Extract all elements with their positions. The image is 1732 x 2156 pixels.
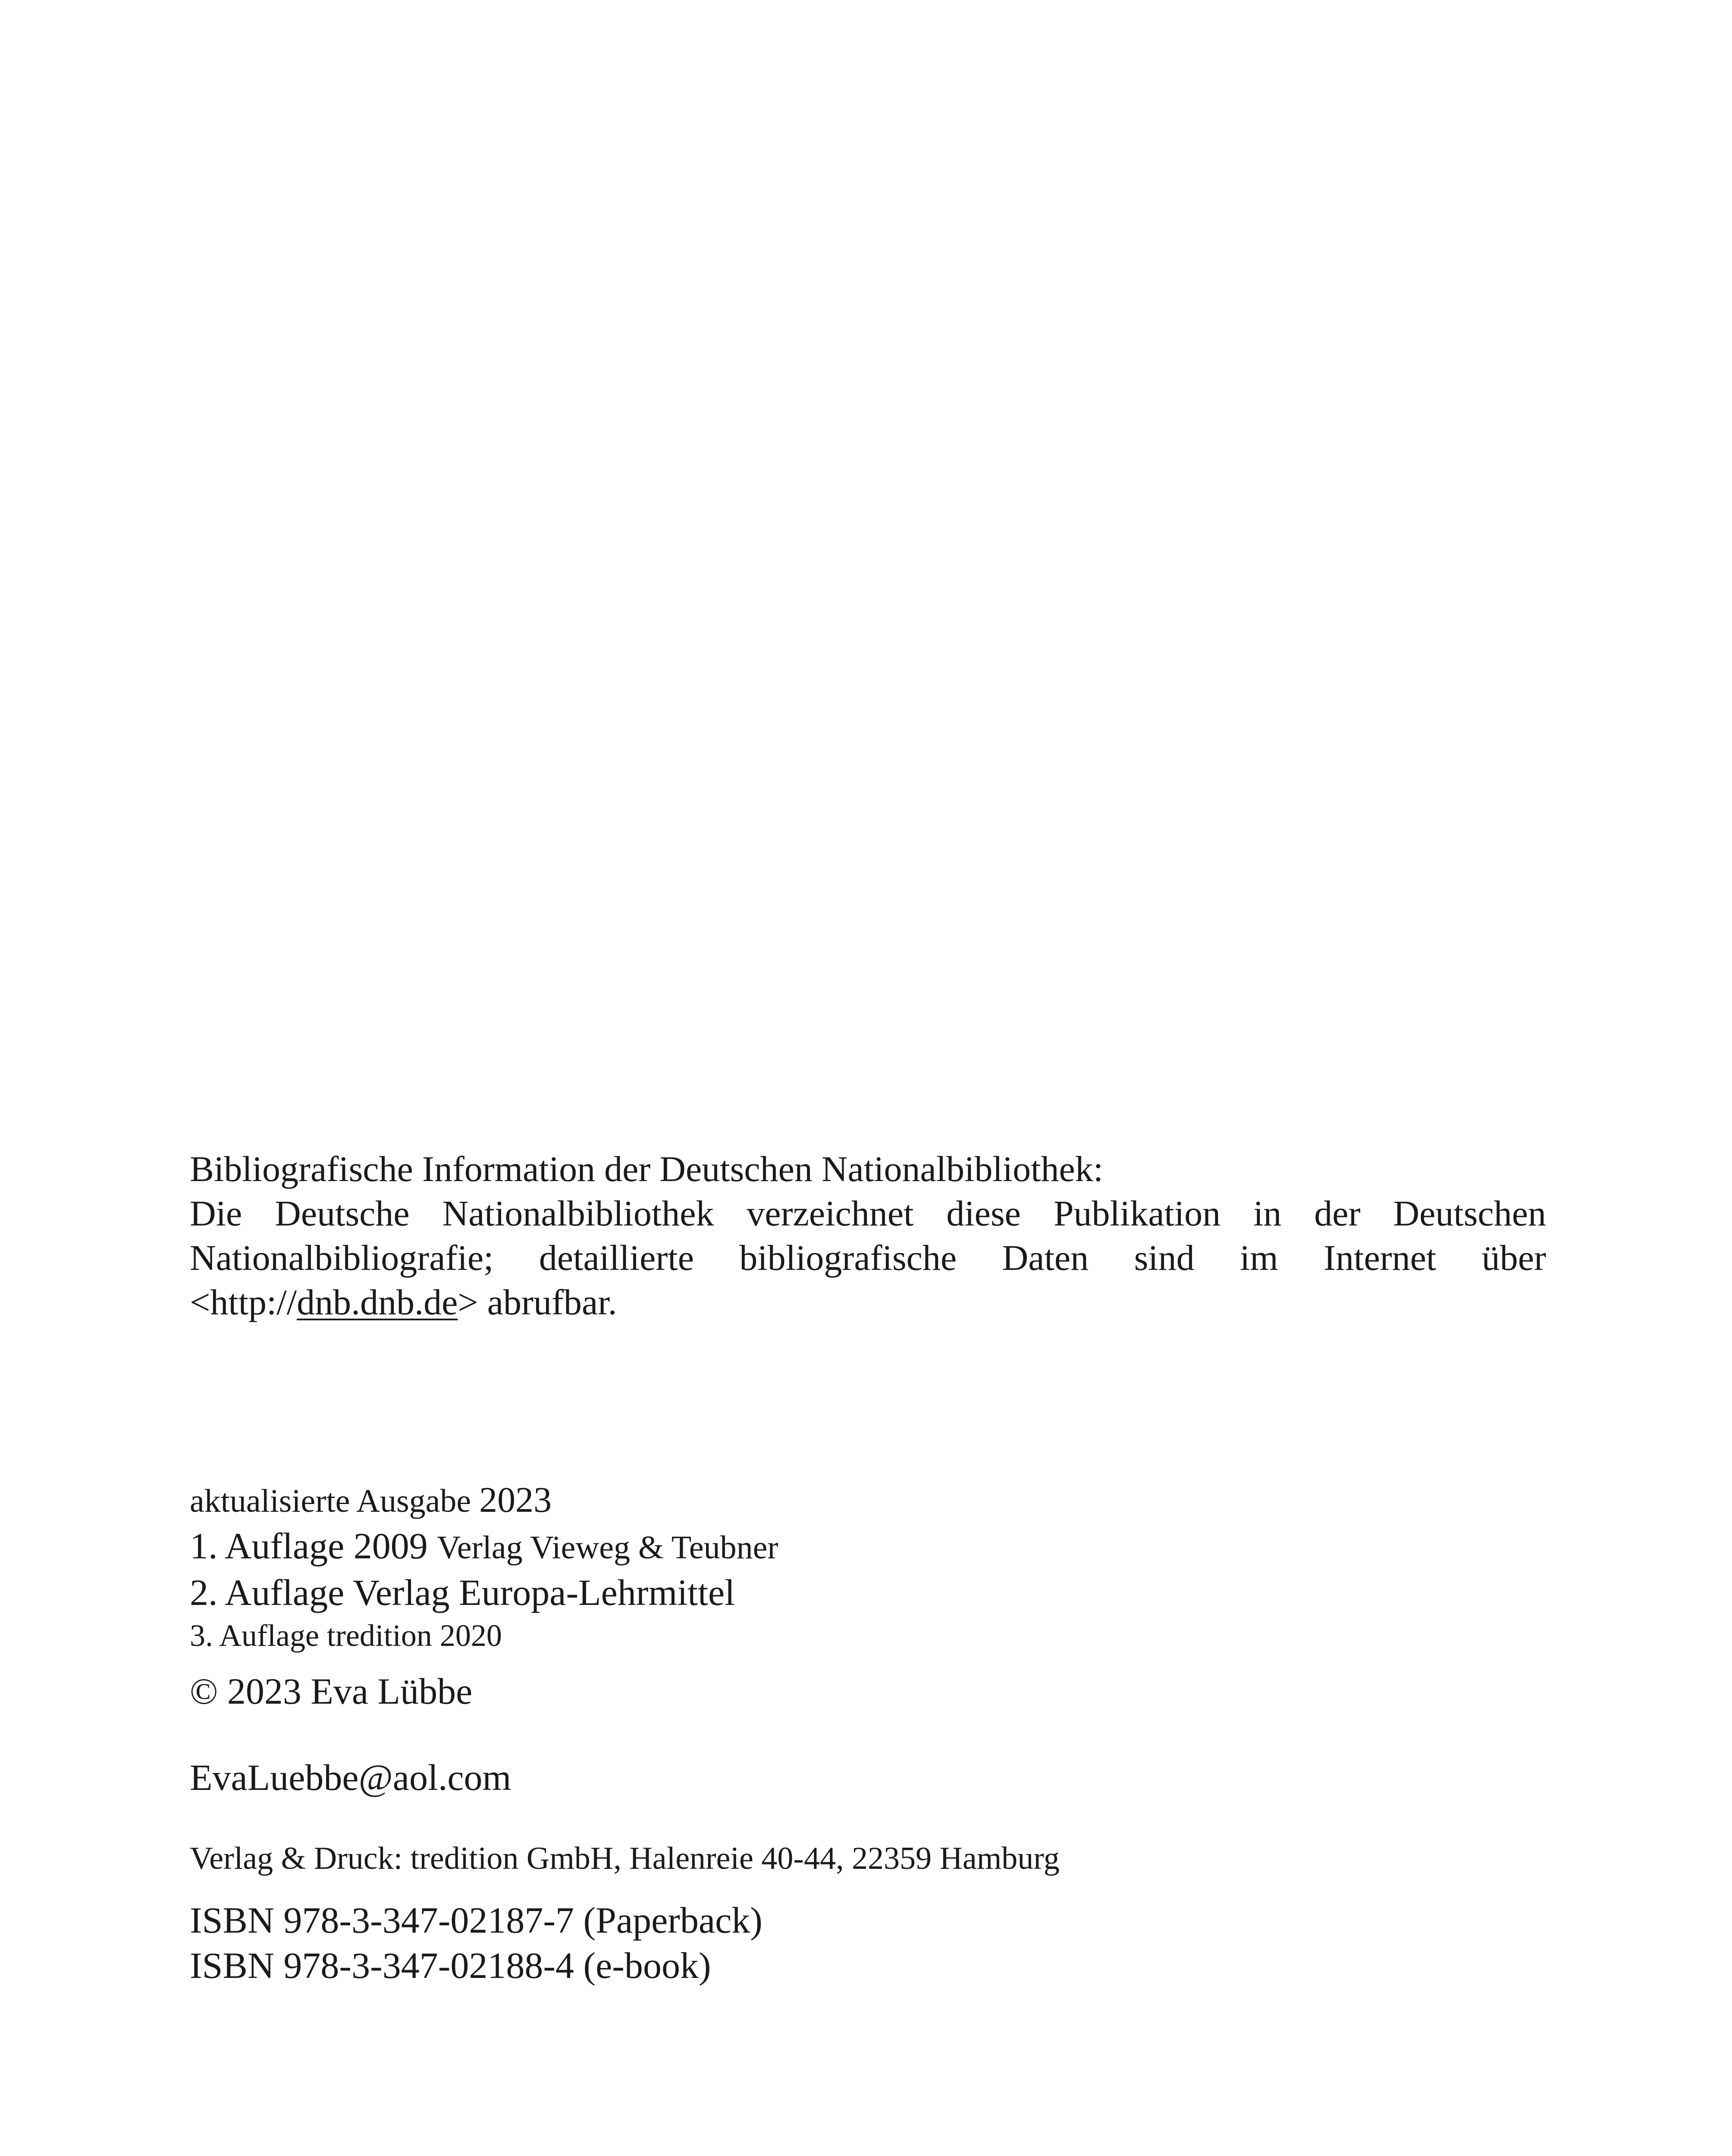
author-email: EvaLuebbe@aol.com <box>190 1757 511 1798</box>
bibliographic-heading: Bibliografische Information der Deutschen Nationalbibliothek: <box>190 1149 1104 1189</box>
first-edition-publisher: Verlag Vieweg & Teubner <box>437 1529 778 1566</box>
bibliographic-text <box>190 1191 1546 1325</box>
updated-edition <box>190 1479 552 1521</box>
bibliographic-information <box>190 1147 1546 1325</box>
second-edition: 2. Auflage Verlag Europa-Lehrmittel <box>190 1572 735 1613</box>
third-edition: 3. Auflage tredition 2020 <box>190 1618 502 1653</box>
publisher-address: Verlag & Druck: tredition GmbH, Halenreie 40-44, 22359 Hamburg <box>190 1841 1060 1876</box>
dnb-link[interactable]: dnb.dnb.de <box>297 1282 458 1322</box>
updated-edition-year: 2023 <box>479 1480 552 1520</box>
first-edition <box>190 1524 778 1567</box>
updated-edition-label: aktualisierte Ausgabe <box>190 1483 471 1519</box>
copyright-notice: © 2023 Eva Lübbe <box>190 1670 473 1712</box>
first-edition-main: 1. Auflage 2009 <box>190 1525 428 1567</box>
bibliographic-text-start: Die Deutsche Nationalbibliothek verzeichnet diese Publikation in der Deutschen Nationalbibliografie; detaillierte bibliografische Daten sind im Internet über <http:// <box>190 1194 1546 1322</box>
isbn-ebook: ISBN 978-3-347-02188-4 (e-book) <box>190 1945 711 1986</box>
isbn-paperback: ISBN 978-3-347-02187-7 (Paperback) <box>190 1899 762 1941</box>
bibliographic-text-end: > abrufbar. <box>458 1282 617 1322</box>
